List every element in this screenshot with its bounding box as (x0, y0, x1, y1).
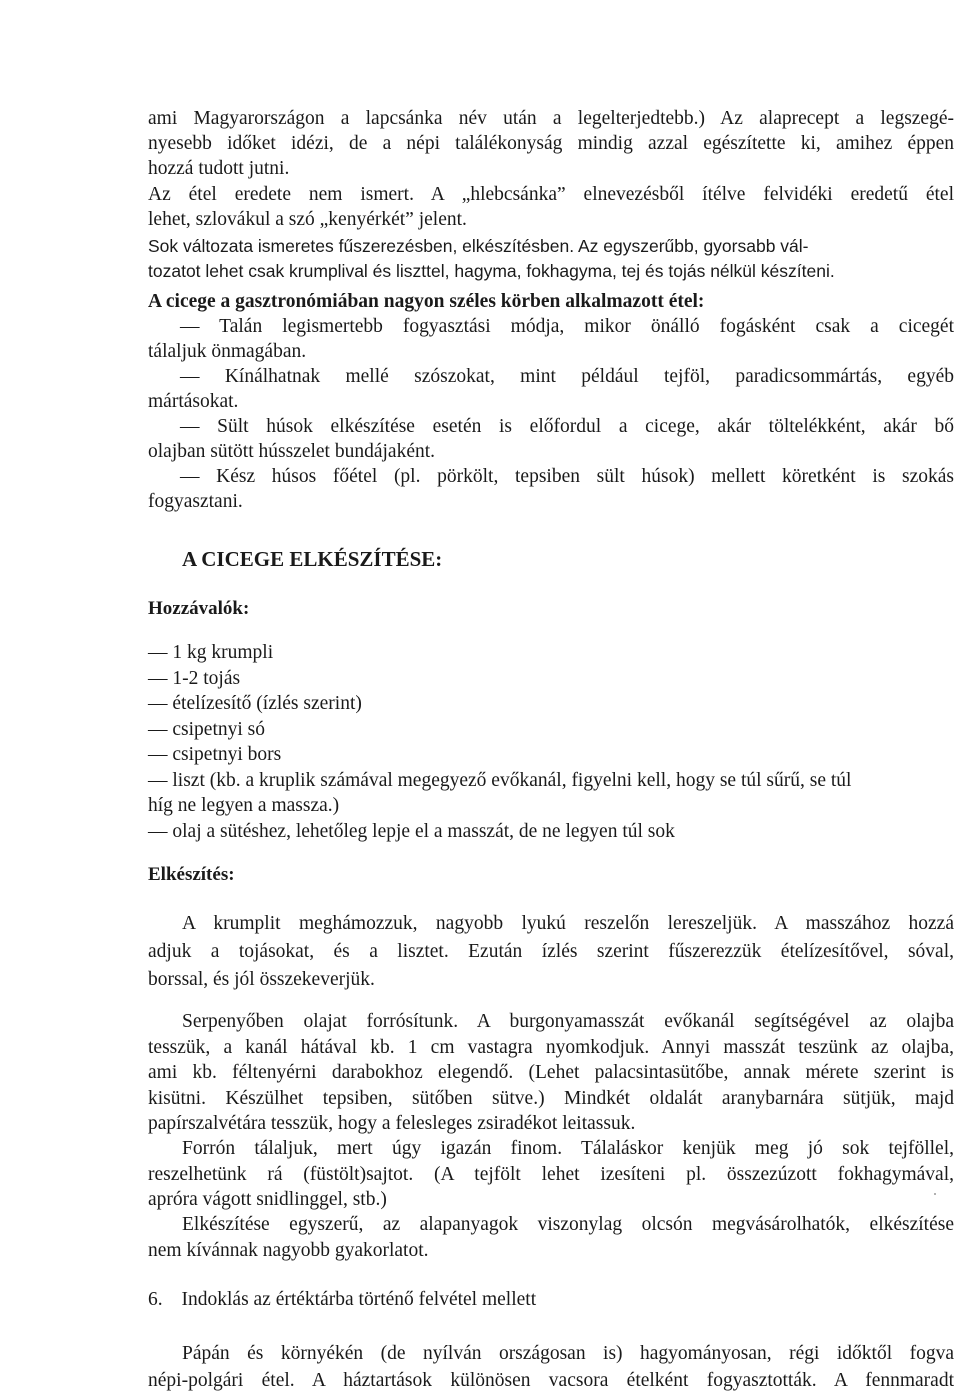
section-title: Indoklás az értéktárba történő felvétel mellett (181, 1289, 537, 1310)
usage-item-line: olajban sütött hússzelet bundájaként. (148, 441, 436, 462)
usage-item-line: — Kész húsos főétel (pl. pörkölt, tepsiben sült húsok) mellett köretként is szokás (180, 466, 954, 487)
preparation-paragraph-3 (148, 1136, 954, 1213)
section-6-heading (148, 1287, 536, 1312)
ingredient-item: — csipetnyi bors (148, 744, 282, 765)
text-line: adjuk a tojásokat, és a lisztet. Ezután ízlés szerint fűszerezzük ételízesítővel, sóval, (148, 941, 954, 962)
scan-speck (934, 1193, 936, 1195)
text-line: kisütni. Készülhet tepsiben, sütőben sütve.) Mindkét oldalát aranybarnára sütjük, majd (148, 1087, 954, 1109)
ingredients-list (148, 640, 954, 844)
text-line: Forrón tálaljuk, mert úgy igazán finom. Tálaláskor kenjük meg jó sok tejföllel, (182, 1138, 954, 1159)
section-6-body (148, 1340, 954, 1394)
text-line: Pápán és környékén (de nyílván országosan is) hagyományosan, régi időktől fogva (182, 1343, 954, 1364)
ingredients-heading: Hozzávalók: (148, 598, 250, 619)
usage-heading: A cicege a gasztronómiában nagyon széles körben alkalmazott étel: (148, 291, 705, 312)
usage-item-line: — Kínálhatnak mellé szószokat, mint például tejföl, paradicsommártás, egyéb (180, 366, 954, 387)
text-line: borssal, és jól összekeverjük. (148, 969, 375, 990)
sans-fragment: Az egyszerűbb, gyorsabb vál- (574, 236, 809, 256)
text-line: A krumplit meghámozzuk, nagyobb lyukú reszelőn lereszeljük. A masszához hozzá (182, 913, 954, 934)
usage-section (148, 289, 954, 514)
preparation-paragraph-1 (148, 910, 954, 994)
ingredient-item: — olaj a sütéshez, lehetőleg lepje el a masszát, de ne legyen túl sok (148, 820, 675, 842)
preparation-paragraph-4 (148, 1212, 954, 1263)
ingredient-item: — ételízesítő (ízlés szerint) (148, 693, 362, 714)
ingredient-item: — 1-2 tojás (148, 667, 241, 689)
preparation-paragraph-2 (148, 1009, 954, 1137)
text-line: Az étel eredete nem ismert. A „hlebcsánka” elnevezésből ítélve felvidéki eredetű étel (148, 184, 954, 205)
text-line (148, 234, 954, 259)
ingredient-item: — 1 kg krumpli (148, 642, 274, 663)
text-line: hozzá tudott jutni. (148, 158, 290, 179)
intro-paragraph-2 (148, 182, 954, 232)
text-line: papírszalvétára tesszük, hogy a felesleges zsiradékot leitassuk. (148, 1113, 636, 1134)
sans-fragment: Sok változata ismeretes fűszerezésben, elkészítésben. (148, 236, 575, 256)
usage-item-line: — Sült húsok elkészítése esetén is előfordul a cicege, akár töltelékként, akár bő (180, 416, 954, 437)
intro-paragraph-3 (148, 234, 954, 284)
ingredient-item: — csipetnyi só (148, 718, 265, 740)
text-line: ami Magyarországon a lapcsánka név után a legelterjedtebb.) Az alaprecept a legszegé- (148, 108, 954, 129)
text-line: apróra vágott snidlinggel, stb.) (148, 1189, 387, 1210)
text-line: Serpenyőben olajat forrósítunk. A burgonyamasszát evőkanál segítségével az olajba (182, 1011, 954, 1032)
text-line: lehet, szlovákul a szó „kenyérkét” jelent. (148, 209, 467, 230)
text-line: Elkészítése egyszerű, az alapanyagok viszonylag olcsón megvásárolhatók, elkészítése (182, 1214, 954, 1235)
text-line: nyesebb időket idézi, de a népi találékonyság mindig azzal egészítette ki, amihez éppen (148, 133, 954, 154)
text-line: tozatot lehet csak krumplival és liszttel, hagyma, fokhagyma, tej és tojás nélkül készíteni. (148, 261, 835, 281)
usage-item-line: mártásokat. (148, 391, 239, 412)
text-line: nem kívánnak nagyobb gyakorlatot. (148, 1239, 429, 1261)
text-line: ami kb. féltenyérni darabokhoz elegendő. (Lehet palacsintasütőbe, annak mérete szerint is (148, 1062, 954, 1083)
intro-paragraph-1 (148, 106, 954, 181)
ingredient-item: — liszt (kb. a kruplik számával megegyező evőkanál, figyelni kell, hogy se túl sűrű, se túl (148, 769, 852, 791)
section-number: 6. (148, 1289, 163, 1310)
recipe-title: A CICEGE ELKÉSZÍTÉSE: (182, 547, 443, 571)
usage-item-line: fogyasztani. (148, 491, 243, 512)
text-line: reszelhetünk rá (füstölt)sajtot. (A tejfölt lehet izesíteni pl. összezúzott fokhagymával, (148, 1163, 954, 1185)
preparation-heading: Elkészítés: (148, 864, 235, 885)
usage-item-line: tálaljuk önmagában. (148, 341, 307, 362)
usage-item-line: — Talán legismertebb fogyasztási módja, mikor önálló fogásként csak a cicegét (180, 316, 954, 337)
ingredient-item: híg ne legyen a massza.) (148, 795, 340, 816)
text-line: tesszük, a kanál hátával kb. 1 cm vastagra nyomkodjuk. Annyi masszát teszünk az olajba, (148, 1036, 954, 1058)
text-line: népi-polgári étel. A háztartások különösen vacsora ételként fogyasztották. A fennmaradt (148, 1370, 954, 1391)
